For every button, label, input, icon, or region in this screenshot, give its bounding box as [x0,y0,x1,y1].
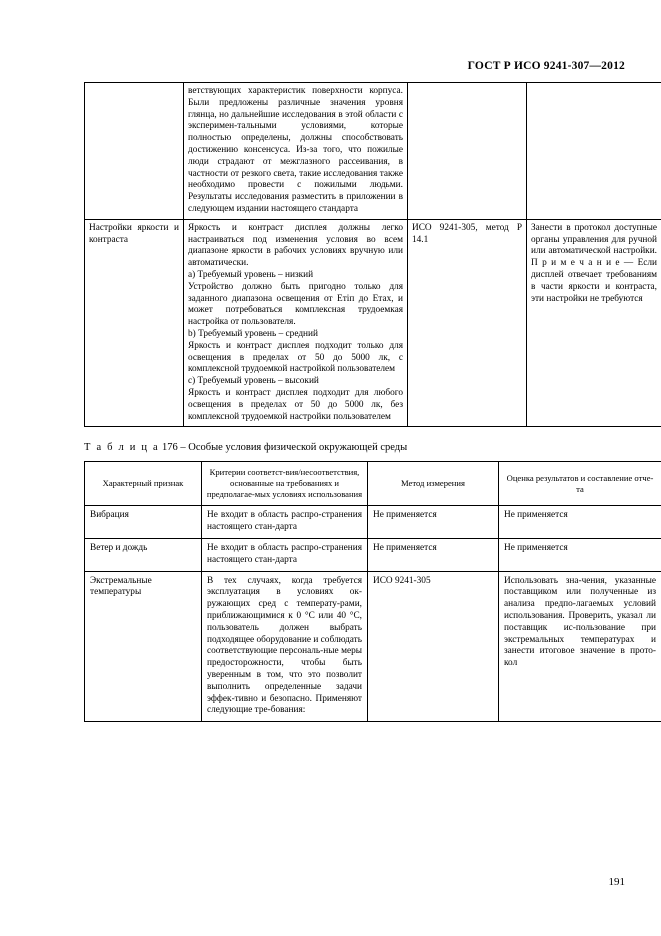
cell-method: ИСО 9241-305, метод Р 14.1 [408,219,527,427]
cell-assessment: Занести в протокол доступные органы управления для ручной или автоматической настройки. П р и м е ч а н и е — Если дисплей отвечает требованиям в части яркости и контраста, эти настройки не требуются [527,219,661,427]
cell-assessment: Использовать зна-чения, указанные поставщиком или полученные из анализа предпо-лагаемых условий использования. Проверить, указал ли поставщик ис-пользование при экстремальных температурах и занести итоговое значение в прото-кол [499,571,661,722]
column-header-method: Метод измерения [368,461,499,506]
cell-method: Не применяется [368,506,499,539]
table-176-caption [84,441,625,455]
table-175-continued [84,82,661,427]
table-caption-label: Т а б л и ц а [84,442,160,454]
cell-feature: Вибрация [85,506,202,539]
column-header-feature: Характерный признак [85,461,202,506]
cell-criteria [184,219,408,427]
table-caption-number: 176 [162,442,178,454]
cell-method [408,83,527,220]
cell-assessment [527,83,661,220]
cell-feature: Ветер и дождь [85,539,202,572]
column-header-criteria: Критерии соответст-вия/несоответствия, основанные на требованиях и предполагае-мых условиях использования [202,461,368,506]
cell-criteria: ветствующих характеристик поверхности корпуса. Были предложены различные значения уровня глянца, но дальнейшие исследования в этой области с эксперимен-тальными условиями, которые полностью определены, должны способствовать достижению консенсуса. Из-за того, что пожилые люди страдают от межглазного рассеивания, в частности от резкого света, такие исследования также необходимо провести с пожилыми людьми. Результаты исследования разместить в приложении в следующем издании настоящего стандарта [184,83,408,220]
cell-criteria: В тех случаях, когда требуется эксплуатация в условиях ок-ружающих сред с температу-рами, приближающимися к 0 °С или 40 °С, пользователь должен выбрать подходящее оборудование и соблюдать соответствующие персональ-ные меры предосторожности, чтобы быть уверенным в том, что это позволит выполнить определенные задачи эффек-тивно и безопасно. Применяют следующие тре-бования: [202,571,368,722]
cell-feature: Настройки яркости и контраста [85,219,184,427]
cell-feature [85,83,184,220]
table-row [85,539,661,572]
criteria-paragraph: Устройство должно быть пригодно только для заданного диапазона освещения от Eтiп до Eтах, и может потребоваться комплексная трудоемкая настройка от пользователя. [188,281,403,328]
page-header-standard-number: ГОСТ Р ИСО 9241-307—2012 [467,60,625,72]
table-caption-title: Особые условия физической окружающей среды [188,442,408,454]
cell-assessment: Не применяется [499,539,661,572]
table-header-row [85,461,661,506]
page-number: 191 [608,876,625,888]
cell-feature: Экстремальные температуры [85,571,202,722]
cell-assessment: Не применяется [499,506,661,539]
table-row [85,506,661,539]
criteria-paragraph: Яркость и контраст дисплея подходит для любого освещения в пределах от 50 до 5000 лк, без комплексной трудоемкой настройки пользователем [188,387,403,422]
table-row [85,83,661,220]
criteria-paragraph: c) Требуемый уровень – высокий [188,376,319,387]
table-176 [84,461,661,722]
cell-method: ИСО 9241-305 [368,571,499,722]
page-content [84,82,657,722]
cell-criteria: Не входит в область распро-странения настоящего стан-дарта [202,506,368,539]
table-row [85,571,661,722]
criteria-paragraph: a) Требуемый уровень – низкий [188,269,314,280]
table-caption-dash: – [180,442,186,454]
cell-method: Не применяется [368,539,499,572]
criteria-paragraph: Яркость и контраст дисплея должны легко настраиваться под изменения условия во всем диапазоне яркости в рабочих условиях вручную или автоматически. [188,222,403,269]
criteria-paragraph: Яркость и контраст дисплея подходит только для освещения в пределах от 50 до 5000 лк, с комплексной трудоемкой настройкой пользователем [188,340,403,375]
cell-criteria: Не входит в область распро-странения настоящего стан-дарта [202,539,368,572]
column-header-assessment: Оценка результатов и составление отче-та [499,461,661,506]
criteria-paragraph: b) Требуемый уровень – средний [188,328,318,339]
table-row [85,219,661,427]
